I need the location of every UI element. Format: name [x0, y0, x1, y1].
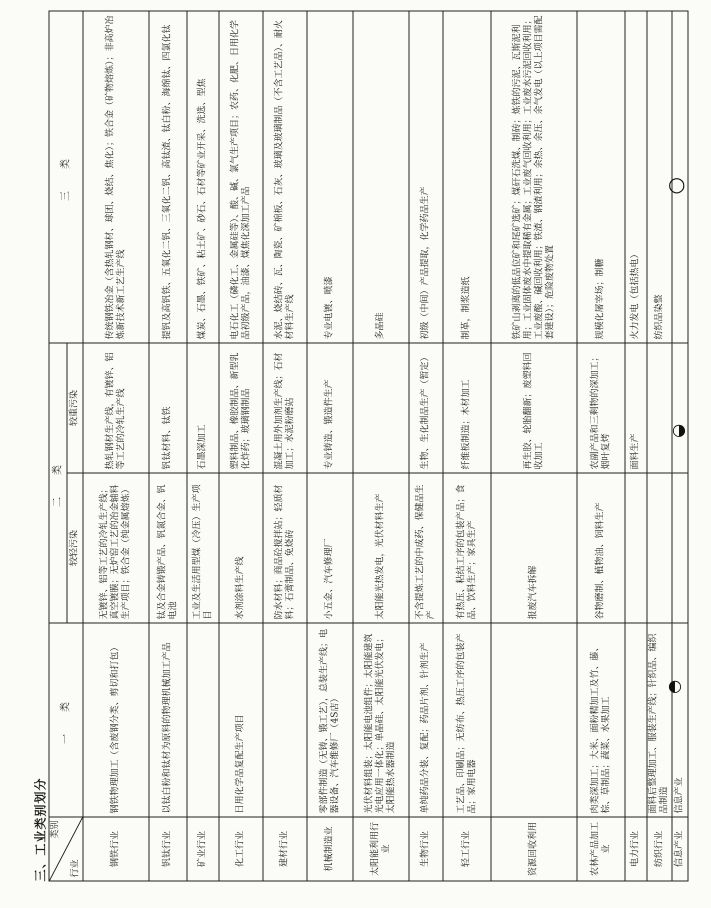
- class2-heavy-cell: 纤维板制造；木材加工: [443, 343, 491, 473]
- table-row: [491, 11, 577, 881]
- class2-light-cell: 钛及合金铸锻产品、钒氮合金、钒电池: [149, 473, 187, 623]
- table-row: [647, 11, 672, 881]
- class2-heavy-cell: [672, 343, 688, 473]
- class2-light-cell: 谷物磨制、植物油、饲料生产: [577, 473, 625, 623]
- class3-cell: 制革，制浆造纸: [443, 11, 491, 343]
- industry-cell: 资源回收利用: [491, 817, 577, 881]
- class1-cell: [625, 623, 647, 817]
- class2-light-cell: 无镀锌、铝等工艺的冷轧生产线；真空镀膜；无炉窑工艺的冶金辅料生产项目；铁合金（纯金属熔炼）: [83, 473, 149, 623]
- corner-label-category: 类别: [50, 820, 61, 839]
- industry-cell: 矿业行业: [187, 817, 219, 881]
- class1-cell: 面料后整理加工、服装生产线；针织品、编织品制造: [647, 623, 672, 817]
- class2-light-cell: 太阳能光热发电，光伏材料生产: [353, 473, 409, 623]
- table-row: [149, 11, 187, 881]
- scan-mark-2: ◑: [672, 420, 686, 439]
- table-row: [443, 11, 491, 881]
- class2-heavy-cell: 钒钛材料、钛铁: [149, 343, 187, 473]
- class1-cell: 光伏材料组装；太阳能电池组件；太阳能建筑光电应用一体化；单晶硅、太阳能光伏发电；太阳能热水器制造: [353, 623, 409, 817]
- class3-cell: 煤炭、石墨、铁矿、粘土矿、砂石、石材等矿业开采、洗选、型焦: [187, 11, 219, 343]
- industry-cell: 信息产业: [672, 817, 688, 881]
- class3-cell: 纺织品染整: [647, 11, 672, 343]
- class1-cell: 工艺品、印刷品；无纺布、热压工序的包装产品；家用电器: [443, 623, 491, 817]
- class2-light-cell: 水剂涂料生产线: [219, 473, 263, 623]
- table-row: [187, 11, 219, 881]
- header-heavy-pollution: 较重污染: [67, 343, 83, 473]
- industry-classification-table: [49, 11, 689, 882]
- table-row: [83, 11, 149, 881]
- industry-cell: 电力行业: [625, 817, 647, 881]
- class2-light-cell: 不含提炼工艺的中成药、保健品生产: [409, 473, 443, 623]
- class1-cell: 以钛白粉和钛材为原料的物理机械加工产品: [149, 623, 187, 817]
- class3-cell: 铁矿山剥离的低品位矿和尾矿选矿；煤矸石洗煤、制砖；炼铁的污泥、瓦斯泥利用；工业固体废水中提取稀有金属；工业废气回收利用；工业废水污泥回收利用；工业废酸、碱回收利用；铁渣、钢渣利用；余热、余压、余气发电（以上项目需配套建设）；危险废物处置: [491, 11, 577, 343]
- scan-mark-3: ◐: [668, 676, 682, 695]
- class2-heavy-cell: 塑料制品、橡胶制品、新型乳化炸药；玻璃钢制品: [219, 343, 263, 473]
- section-title: 三、工业类别划分: [33, 777, 48, 882]
- industry-cell: 农林产品加工业: [577, 817, 625, 881]
- industry-cell: 机械制造业: [307, 817, 353, 881]
- class3-cell: 传统钢铁冶金（含热轧钢材、球团、烧结、焦化）；铁合金（矿物熔炼）；非高炉冶炼新技术新工艺生产线: [83, 11, 149, 343]
- class1-cell: 钢铁物理加工（含废钢分类、剪切和打包）: [83, 623, 149, 817]
- class2-light-cell: [647, 473, 672, 623]
- class2-heavy-cell: [647, 343, 672, 473]
- header-class-2: 二 类: [49, 343, 67, 623]
- class2-heavy-cell: 再生胶、轮胎翻新；废塑料回收加工: [491, 343, 577, 473]
- class3-cell: 专业电镀、喷漆: [307, 11, 353, 343]
- class2-heavy-cell: 热轧钢材生产线，有镀锌、铝等工艺的冷轧生产线: [83, 343, 149, 473]
- class3-cell: 火力发电（包括热电）: [625, 11, 647, 343]
- rotated-content: [1, 0, 711, 908]
- class3-cell: 多晶硅: [353, 11, 409, 343]
- industry-cell: 钢铁行业: [83, 817, 149, 881]
- class2-heavy-cell: 生物、生化制品生产（暂定）: [409, 343, 443, 473]
- class1-cell: 肉类深加工；大米、面粉精加工及竹、藤、棕、草制品；蔬菜、水果加工: [577, 623, 625, 817]
- table-row: [672, 11, 688, 881]
- industry-cell: 太阳能利用行业: [353, 817, 409, 881]
- table-row: [409, 11, 443, 881]
- corner-label-industry: 行业: [70, 859, 81, 878]
- class2-heavy-cell: [353, 343, 409, 473]
- class1-cell: 单纯药品分装、复配；药品片剂、针剂生产: [409, 623, 443, 817]
- table-row: [353, 11, 409, 881]
- table-row: [263, 11, 307, 881]
- industry-cell: 轻工行业: [443, 817, 491, 881]
- class2-light-cell: [625, 473, 647, 623]
- class3-cell: 电石化工（磷化工、金属硅等）、酸、碱、氯气生产项目；农药、化肥、日用化学品初级产品，油漆、煤焦化深加工产品: [219, 11, 263, 343]
- class3-cell: 规模化屠宰场；制糖: [577, 11, 625, 343]
- class2-light-cell: 防水材料；商品砼搅拌站；轻质材料；石膏制品、免烧砖: [263, 473, 307, 623]
- class1-cell: [491, 623, 577, 817]
- class2-heavy-cell: 专业铸造、锻造件生产: [307, 343, 353, 473]
- table-row: [577, 11, 625, 881]
- class3-cell: 初级（中间）产品提取，化学药品生产: [409, 11, 443, 343]
- class2-light-cell: 报废汽车拆解: [491, 473, 577, 623]
- table-row: [625, 11, 647, 881]
- class2-heavy-cell: 农副产品和三剩物的深加工；烟叶复烤: [577, 343, 625, 473]
- class1-cell: [263, 623, 307, 817]
- industry-cell: 钒钛行业: [149, 817, 187, 881]
- class2-heavy-cell: 混凝土用外加剂生产线；石材加工；水泥粉磨站: [263, 343, 307, 473]
- class2-light-cell: 小五金、汽车修理厂: [307, 473, 353, 623]
- class3-cell: 水泥、烧结砖、瓦、陶瓷、矿棉板、石灰、玻璃及玻璃制品（不含工艺品）、耐火材料生产线: [263, 11, 307, 343]
- class2-light-cell: 有热压、粘结工序的包装产品；食品、饮料生产；家具生产: [443, 473, 491, 623]
- class2-light-cell: 工业及生活用型煤（冷压）生产项目: [187, 473, 219, 623]
- class2-heavy-cell: 面料生产: [625, 343, 647, 473]
- header-corner-cell: [49, 817, 83, 881]
- industry-cell: 纺织行业: [647, 817, 672, 881]
- class1-cell: 零部件制造（无铸、锻工艺），总装生产线；电器设备、汽车维修厂（4S店）: [307, 623, 353, 817]
- class1-cell: 日用化学品复配生产项目: [219, 623, 263, 817]
- class1-cell: 信息产业: [672, 623, 688, 817]
- industry-cell: 生物行业: [409, 817, 443, 881]
- table-row: [307, 11, 353, 881]
- industry-cell: 化工行业: [219, 817, 263, 881]
- header-class-1: 一 类: [49, 623, 83, 817]
- table-row: [219, 11, 263, 881]
- header-light-pollution: 较轻污染: [67, 473, 83, 623]
- industry-cell: 建材行业: [263, 817, 307, 881]
- class2-heavy-cell: 石墨深加工: [187, 343, 219, 473]
- class1-cell: [187, 623, 219, 817]
- class3-cell: 提钒及高钒铁、五氧化二钒、三氧化二钒、高钛渣、钛白粉、海绵钛、四氯化钛: [149, 11, 187, 343]
- scan-mark-1: ○: [668, 172, 686, 196]
- class2-light-cell: [672, 473, 688, 623]
- header-class-3: 三 类: [49, 11, 83, 343]
